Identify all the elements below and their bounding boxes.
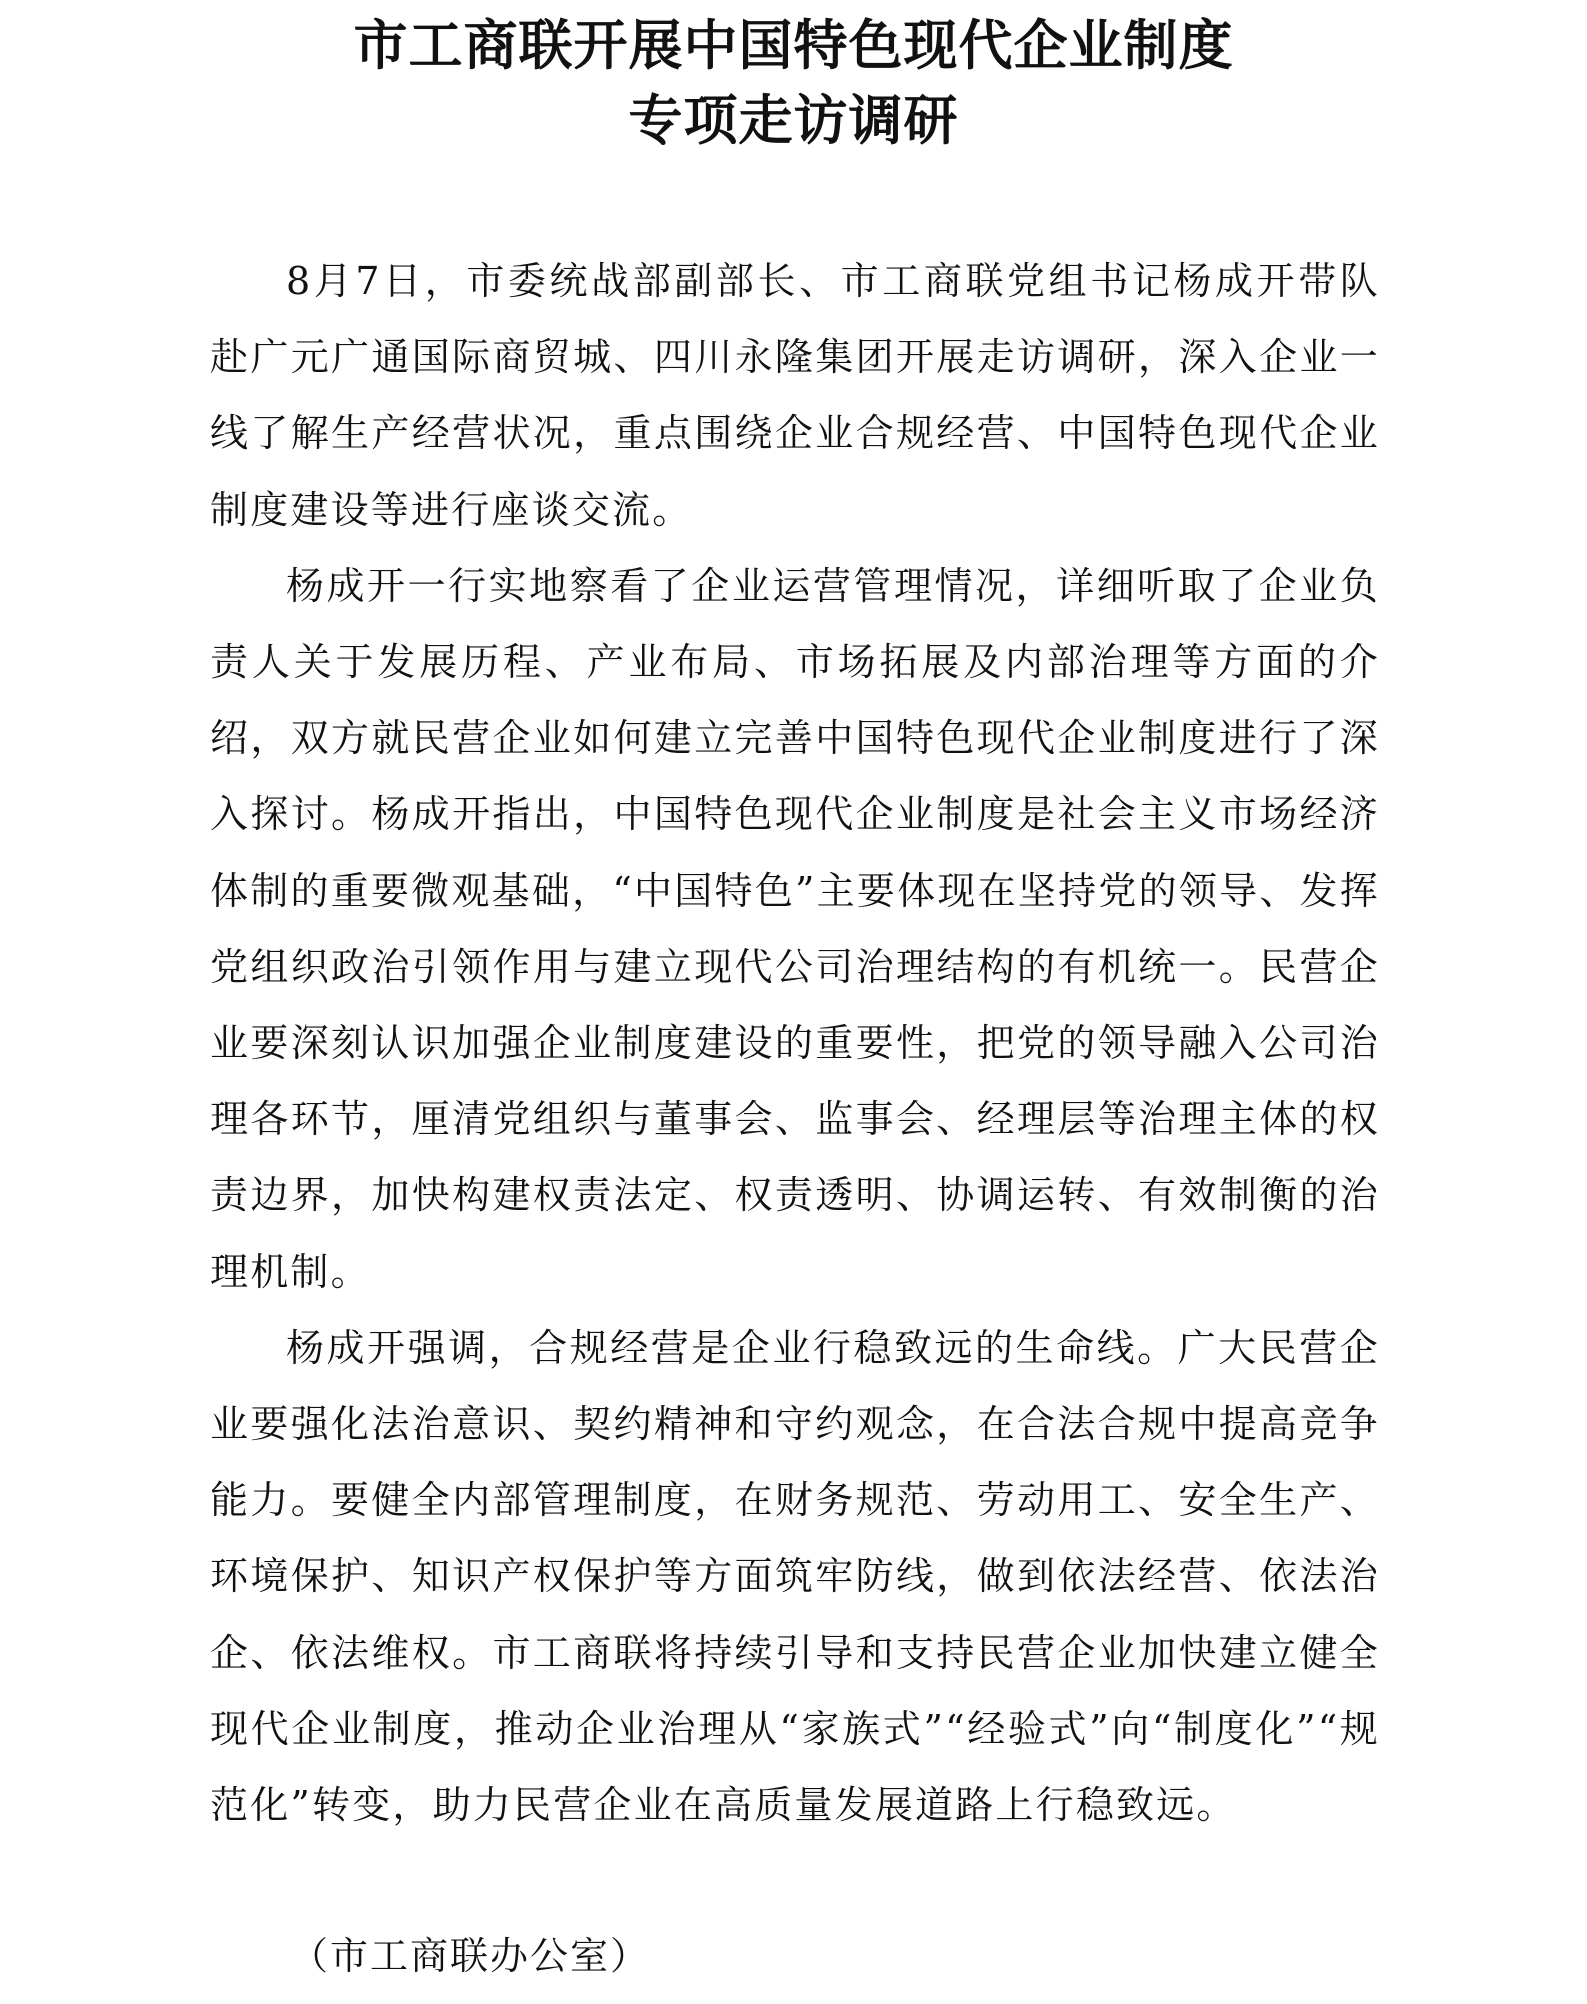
article-title xyxy=(0,8,1587,158)
article-body xyxy=(210,243,1380,1843)
paragraph-3: 杨成开强调，合规经营是企业行稳致远的生命线。广大民营企业要强化法治意识、契约精神和守约观念，在合法合规中提高竞争能力。要健全内部管理制度，在财务规范、劳动用工、安全生产、环境保护、知识产权保护等方面筑牢防线，做到依法经营、依法治企、依法维权。市工商联将持续引导和支持民营企业加快建立健全现代企业制度，推动企业治理从“家族式”“经验式”向“制度化”“规范化”转变，助力民营企业在高质量发展道路上行稳致远。 xyxy=(210,1325,1380,1828)
article-title-line-2: 专项走访调研 xyxy=(628,89,959,152)
article-signature: （市工商联办公室） xyxy=(290,1934,651,1978)
article-title-line-1: 市工商联开展中国特色现代企业制度 xyxy=(353,14,1234,77)
paragraph-1: 8月7日，市委统战部副部长、市工商联党组书记杨成开带队赴广元广通国际商贸城、四川永隆集团开展走访调研，深入企业一线了解生产经营状况，重点围绕企业合规经营、中国特色现代企业制度建设等进行座谈交流。 xyxy=(210,259,1380,532)
paragraph-2: 杨成开一行实地察看了企业运营管理情况，详细听取了企业负责人关于发展历程、产业布局、市场拓展及内部治理等方面的介绍，双方就民营企业如何建立完善中国特色现代企业制度进行了深入探讨。杨成开指出，中国特色现代企业制度是社会主义市场经济体制的重要微观基础，“中国特色”主要体现在坚持党的领导、发挥党组织政治引领作用与建立现代公司治理结构的有机统一。民营企业要深刻认识加强企业制度建设的重要性，把党的领导融入公司治理各环节，厘清党组织与董事会、监事会、经理层等治理主体的权责边界，加快构建权责法定、权责透明、协调运转、有效制衡的治理机制。 xyxy=(210,563,1380,1294)
